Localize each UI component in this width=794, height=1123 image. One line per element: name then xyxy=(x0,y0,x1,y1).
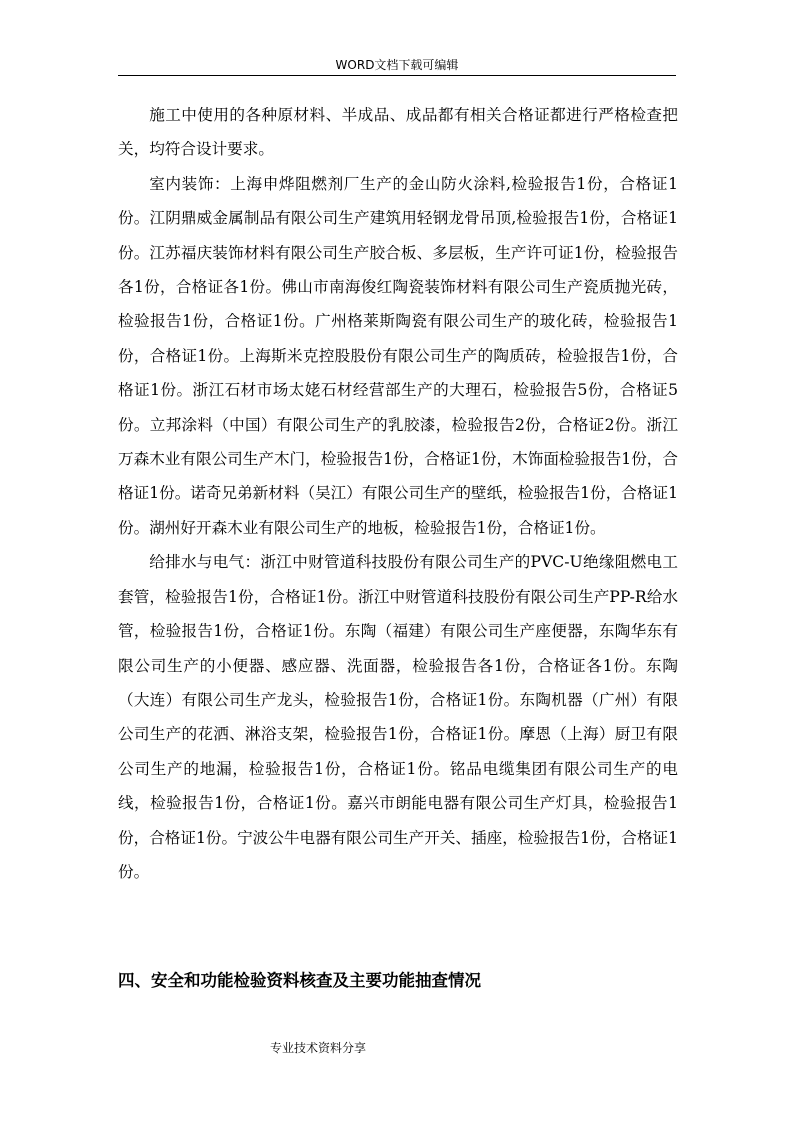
page-header: WORD文档下载可编辑 xyxy=(335,58,459,72)
paragraph-plumbing-electrical: 给排水与电气：浙江中财管道科技股份有限公司生产的PVC-U绝缘阻燃电工套管，检验报告1份，合格证1份。浙江中财管道科技股份有限公司生产PP-R给水管，检验报告1份，合格证1份。东陶（福建）有限公司生产座便器，东陶华东有限公司生产的小便器、感应器、洗面器，检验报告各1份，合格证各1份。东陶（大连）有限公司生产龙头，检验报告1份，合格证1份。东陶机器（广州）有限公司生产的花洒、淋浴支架，检验报告1份，合格证1份。摩恩（上海）厨卫有限公司生产的地漏，检验报告1份，合格证1份。铭品电缆集团有限公司生产的电线，检验报告1份，合格证1份。嘉兴市朗能电器有限公司生产灯具，检验报告1份，合格证1份。宁波公牛电器有限公司生产开关、插座，检验报告1份，合格证1份。 xyxy=(118,553,678,881)
page-footer: 专业技术资料分享 xyxy=(270,1041,367,1055)
section-heading: 四、安全和功能检验资料核查及主要功能抽查情况 xyxy=(118,971,481,990)
document-body xyxy=(118,98,678,889)
header-divider xyxy=(118,75,676,76)
paragraph-interior-decoration: 室内装饰：上海申烨阻燃剂厂生产的金山防火涂料,检验报告1份，合格证1份。江阴鼎威金属制品有限公司生产建筑用轻钢龙骨吊顶,检验报告1份，合格证1份。江苏福庆装饰材料有限公司生产胶合板、多层板，生产许可证1份，检验报告各1份，合格证各1份。佛山市南海俊红陶瓷装饰材料有限公司生产瓷质抛光砖，检验报告1份，合格证1份。广州格莱斯陶瓷有限公司生产的玻化砖，检验报告1份，合格证1份。上海斯米克控股股份有限公司生产的陶质砖，检验报告1份，合格证1份。浙江石材市场太姥石材经营部生产的大理石，检验报告5份，合格证5份。立邦涂料（中国）有限公司生产的乳胶漆，检验报告2份，合格证2份。浙江万森木业有限公司生产木门，检验报告1份，合格证1份，木饰面检验报告1份，合格证1份。诺奇兄弟新材料（吴江）有限公司生产的壁纸，检验报告1份，合格证1份。湖州好开森木业有限公司生产的地板，检验报告1份，合格证1份。 xyxy=(118,174,678,537)
paragraph-materials-intro: 施工中使用的各种原材料、半成品、成品都有相关合格证都进行严格检查把关，均符合设计要求。 xyxy=(118,106,678,159)
